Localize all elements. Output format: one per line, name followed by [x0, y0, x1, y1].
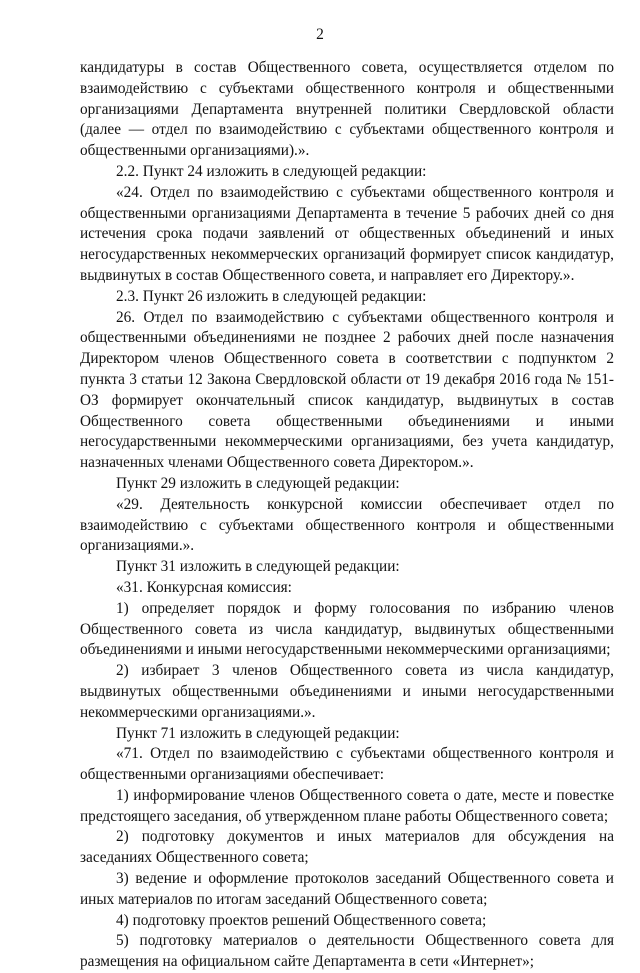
paragraph: 4) подготовку проектов решений Общественного совета;	[116, 911, 487, 929]
paragraph: Пункт 29 изложить в следующей редакции:	[116, 474, 400, 492]
paragraph: 1) определяет порядок и форму голосования по избранию членов Общественного совета из числа кандидатур, выдвинутых общественными объединениями и иными негосударственными некоммерческими организациями;	[80, 599, 614, 659]
paragraph: 3) ведение и оформление протоколов заседаний Общественного совета и иных материалов по итогам заседаний Общественного совета;	[80, 870, 614, 908]
paragraph: 2.3. Пункт 26 изложить в следующей редакции:	[116, 287, 427, 305]
paragraph: «71. Отдел по взаимодействию с субъектами общественного контроля и общественными организациями обеспечивает:	[80, 745, 614, 784]
paragraph: «29. Деятельность конкурсной комиссии обеспечивает отдел по взаимодействию с субъектами общественного контроля и общественными организациями.».	[80, 495, 614, 555]
paragraph: 1) информирование членов Общественного совета о дате, месте и повестке предстоящего заседания, об утвержденном плане работы Общественного совета;	[80, 786, 614, 825]
paragraph: 5) подготовку материалов о деятельности Общественного совета для размещения на официальном сайте Департамента в сети «Интернет»;	[80, 932, 614, 971]
paragraph: 2) избирает 3 членов Общественного совета из числа кандидатур, выдвинутых общественными объединениями и иными негосударственными некоммерческими организациями.».	[80, 662, 614, 721]
document-body	[80, 58, 614, 973]
paragraph: «24. Отдел по взаимодействию с субъектами общественного контроля и общественными организациями Департамента в течение 5 рабочих дней со дня истечения срока подачи заявлений от общественных объединений и иных негосударственных некоммерческих организаций формирует список кандидатур, выдвинутых в состав Общественного совета, и направляет его Директору.».	[80, 183, 614, 284]
page-number: 2	[316, 26, 324, 43]
paragraph: кандидатуры в состав Общественного совета, осуществляется отделом по взаимодействию с субъектами общественного контроля и общественными организациями Департамента внутренней политики Свердловской области (далее — отдел по взаимодействию с субъектами общественного контроля и общественными организациями).».	[80, 59, 614, 160]
paragraph: 2) подготовку документов и иных материалов для обсуждения на заседаниях Общественного совета;	[80, 828, 614, 867]
paragraph: Пункт 31 изложить в следующей редакции:	[116, 558, 400, 576]
paragraph: 26. Отдел по взаимодействию с субъектами общественного контроля и общественными объединениями не позднее 2 рабочих дней после назначения Директором членов Общественного совета в соответствии с подпунктом 2 пункта 3 статьи 12 Закона Свердловской области от 19 декабря 2016 года № 151-ОЗ формирует окончательный список кандидатур, выдвинутых в состав Общественного совета общественными объединениями и иными негосударственными некоммерческими организациями, без учета кандидатур, назначенных членами Общественного совета Директором.».	[80, 308, 614, 472]
paragraph: 2.2. Пункт 24 изложить в следующей редакции:	[116, 162, 427, 180]
paragraph: «31. Конкурсная комиссия:	[116, 578, 292, 596]
paragraph: Пункт 71 изложить в следующей редакции:	[116, 724, 400, 742]
